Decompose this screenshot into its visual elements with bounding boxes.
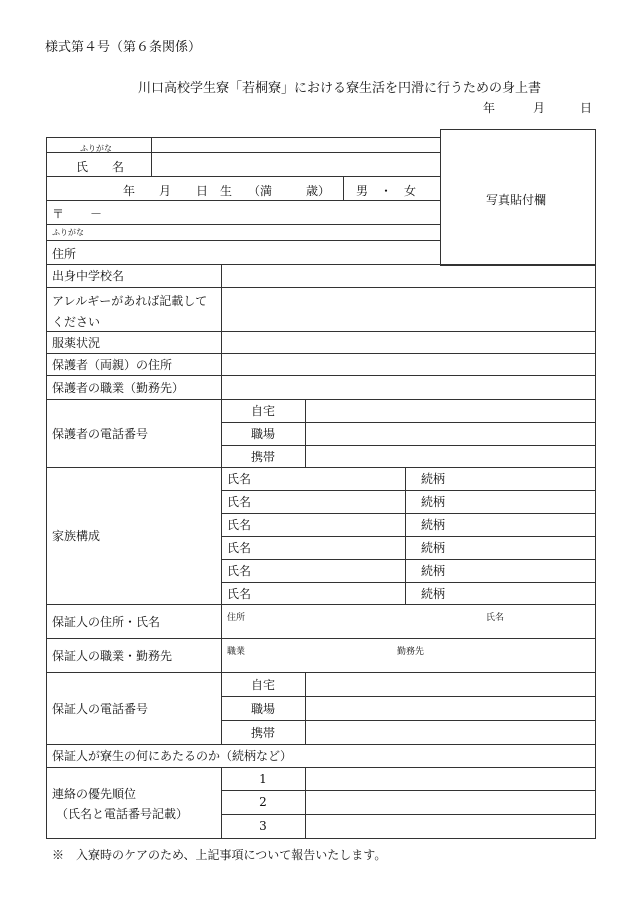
guarantor-relation-field[interactable]	[290, 745, 594, 766]
guarantor-address-name-label: 保証人の住所・氏名	[52, 614, 161, 629]
postal-mark: 〒	[52, 207, 65, 221]
name-field[interactable]	[152, 138, 439, 175]
guarantor-relation-label: 保証人が寮生の何にあたるのか（続柄など）	[52, 749, 293, 763]
guardian-phone-home-field[interactable]	[306, 400, 594, 421]
postal-code-field[interactable]	[47, 201, 439, 223]
guarantor-address-sub-label: 住所	[227, 613, 246, 623]
guardian-phone-work-field[interactable]	[306, 423, 594, 444]
family-name-label: 氏名	[227, 564, 252, 578]
guardian-phone-home-label: 自宅	[250, 404, 275, 418]
address-furigana-label: ふりがな	[52, 228, 84, 237]
guardian-address-field[interactable]	[222, 354, 594, 374]
address-label: 住所	[52, 247, 77, 261]
form-number: 様式第４号（第６条関係）	[45, 40, 202, 55]
family-relation-label: 続柄	[421, 541, 446, 555]
gender-options[interactable]: 男 ・ 女	[356, 184, 417, 198]
guardian-job-field[interactable]	[222, 376, 594, 398]
guarantor-job-field[interactable]	[222, 639, 594, 671]
family-name-label: 氏名	[227, 586, 252, 601]
birth-day-label: 日 生	[196, 184, 233, 198]
age-close-label: 歳）	[306, 184, 331, 198]
guarantor-phone-work-label: 職場	[250, 701, 275, 716]
guardian-phone-work-label: 職場	[250, 427, 275, 441]
guarantor-job-workplace-label: 保証人の職業・勤務先	[52, 648, 173, 663]
guarantor-phone-work-field[interactable]	[306, 697, 594, 719]
age-open-label: （満	[248, 184, 273, 198]
family-name-label: 氏名	[227, 518, 252, 532]
guarantor-phone-home-label: 自宅	[250, 677, 275, 692]
priority-3-label: 3	[259, 819, 267, 833]
guarantor-workplace-sub-label: 勤務先	[397, 647, 425, 657]
guarantor-job-sub-label: 職業	[227, 647, 246, 657]
address-field[interactable]	[80, 241, 439, 263]
guardian-phone-label: 保護者の電話番号	[52, 426, 149, 441]
guarantor-phone-mobile-label: 携帯	[250, 725, 275, 740]
family-relation-label: 続柄	[421, 495, 446, 509]
school-field[interactable]	[222, 265, 594, 286]
document-title: 川口高校学生寮「若桐寮」における寮生活を円滑に行うための身上書	[138, 81, 542, 96]
name-furigana-label: ふりがな	[80, 144, 112, 153]
family-name-label: 氏名	[227, 541, 252, 555]
name-label: 氏 名	[76, 160, 125, 174]
guarantor-name-sub-label: 氏名	[486, 613, 505, 623]
family-relation-label: 続柄	[421, 564, 446, 578]
date-month-label: 月	[533, 101, 546, 115]
allergy-label-line2: ください	[52, 315, 101, 329]
footer-note: ※ 入寮時のケアのため、上記事項について報告いたします。	[52, 848, 387, 862]
medication-field[interactable]	[222, 332, 594, 352]
family-label: 家族構成	[52, 529, 101, 543]
family-name-label: 氏名	[227, 472, 252, 486]
family-relation-label: 続柄	[421, 586, 446, 601]
birth-month-label: 月	[159, 184, 172, 198]
guardian-job-label: 保護者の職業（勤務先）	[52, 380, 185, 395]
family-relation-label: 続柄	[421, 518, 446, 532]
school-label: 出身中学校名	[52, 269, 125, 283]
guarantor-phone-home-field[interactable]	[306, 673, 594, 695]
postal-dash: －	[90, 207, 103, 221]
guarantor-phone-label: 保証人の電話番号	[52, 701, 149, 716]
contact-priority-note: （氏名と電話番号記載）	[56, 807, 189, 821]
date-day-label: 日	[580, 101, 593, 115]
guarantor-address-field[interactable]	[222, 605, 594, 637]
allergy-field[interactable]	[222, 288, 594, 330]
allergy-label-line1: アレルギーがあれば記載して	[52, 294, 208, 308]
birth-year-label: 年	[123, 184, 136, 198]
guarantor-phone-mobile-field[interactable]	[306, 721, 594, 743]
priority-2-field[interactable]	[306, 791, 594, 813]
contact-priority-label: 連絡の優先順位	[52, 787, 137, 801]
family-name-label: 氏名	[227, 495, 252, 509]
priority-1-label: 1	[259, 771, 267, 786]
priority-1-field[interactable]	[306, 768, 594, 789]
date-year-label: 年	[483, 101, 496, 115]
guardian-address-label: 保護者（両親）の住所	[52, 357, 173, 372]
family-relation-label: 続柄	[421, 472, 446, 486]
medication-label: 服薬状況	[52, 335, 101, 350]
priority-3-field[interactable]	[306, 815, 594, 837]
photo-label: 写真貼付欄	[486, 193, 547, 207]
guardian-phone-mobile-label: 携帯	[250, 449, 275, 464]
priority-2-label: 2	[259, 795, 267, 809]
guardian-phone-mobile-field[interactable]	[306, 446, 594, 466]
